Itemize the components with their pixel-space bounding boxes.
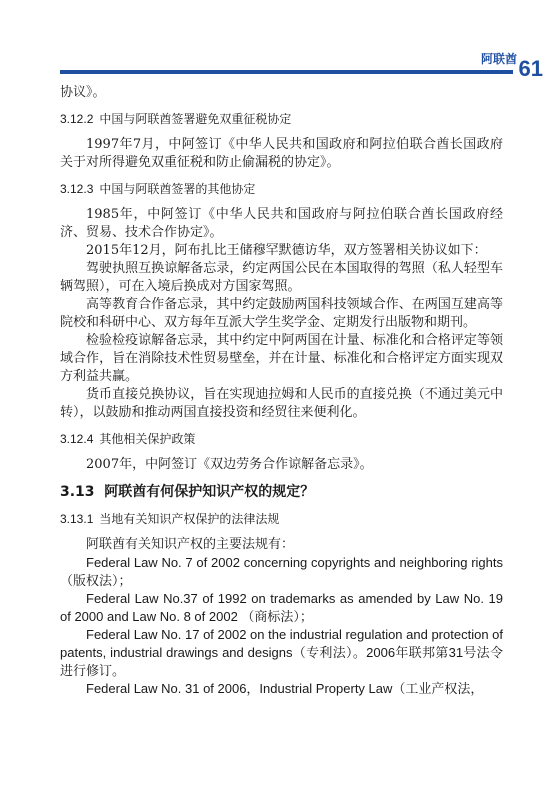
- chapter-heading: [60, 483, 503, 501]
- section-title: 其他相关保护政策: [99, 432, 196, 446]
- section-heading: [60, 510, 503, 528]
- section-number: 3.12.2: [60, 112, 94, 126]
- section-heading: [60, 110, 503, 128]
- section-heading: [60, 430, 503, 448]
- paragraph: 2015年12月，阿布扎比王储穆罕默德访华，双方签署相关协议如下：: [86, 243, 487, 258]
- law-entry: Federal Law No. 17 of 2002 on the industrial regulation and protection of patents, industrial drawings and designs（专利法）。2006年联邦第31号法令进行修订。: [60, 627, 503, 678]
- page-number: 61: [518, 56, 543, 81]
- section-title: 当地有关知识产权保护的法律法规: [99, 512, 280, 526]
- chapter-title: 阿联酋有何保护知识产权的规定？: [104, 484, 315, 500]
- paragraph: 2007年，中阿签订《双边劳务合作谅解备忘录》。: [86, 457, 373, 472]
- paragraph: 货币直接兑换协议，旨在实现迪拉姆和人民币的直接兑换（不通过美元中转），以鼓励和推动两国直接投资和经贸往来便利化。: [60, 387, 503, 420]
- paragraph: 高等教育合作备忘录，其中约定鼓励两国科技领域合作、在两国互建高等院校和科研中心、双方每年互派大学生奖学金、定期发行出版物和期刊。: [60, 297, 503, 330]
- chapter-number: 3.13: [60, 484, 95, 500]
- paragraph: 协议》。: [60, 85, 106, 100]
- paragraph: 1997年7月，中阿签订《中华人民共和国政府和阿拉伯联合酋长国政府关于对所得避免双重征税和防止偷漏税的协定》。: [60, 137, 503, 170]
- running-header-label: 阿联酋: [480, 52, 517, 66]
- page-body: [60, 84, 503, 698]
- header-rule: [60, 70, 513, 74]
- law-entry: Federal Law No.37 of 1992 on trademarks as amended by Law No. 19 of 2000 and Law No. 8 of 2002 （商标法）；: [60, 591, 503, 624]
- paragraph: 驾驶执照互换谅解备忘录，约定两国公民在本国取得的驾照（私人轻型车辆驾照），可在入境后换成对方国家驾照。: [60, 261, 503, 294]
- section-heading: [60, 180, 503, 198]
- law-entry: Federal Law No. 7 of 2002 concerning copyrights and neighboring rights （版权法）；: [60, 555, 503, 588]
- section-number: 3.12.3: [60, 182, 94, 196]
- paragraph: 阿联酋有关知识产权的主要法规有：: [86, 537, 295, 552]
- section-number: 3.13.1: [60, 512, 94, 526]
- page-header: [0, 46, 559, 86]
- section-title: 中国与阿联酋签署避免双重征税协定: [99, 112, 292, 126]
- paragraph: 1985年，中阿签订《中华人民共和国政府与阿拉伯联合酋长国政府经济、贸易、技术合作协定》。: [60, 207, 503, 240]
- paragraph: 检验检疫谅解备忘录，其中约定中阿两国在计量、标准化和合格评定等领域合作，旨在消除技术性贸易壁垒，并在计量、标准化和合格评定方面实现双方利益共赢。: [60, 333, 503, 384]
- section-title: 中国与阿联酋签署的其他协定: [99, 182, 256, 196]
- section-number: 3.12.4: [60, 432, 94, 446]
- law-entry: Federal Law No. 31 of 2006，Industrial Property Law（工业产权法，: [86, 681, 484, 696]
